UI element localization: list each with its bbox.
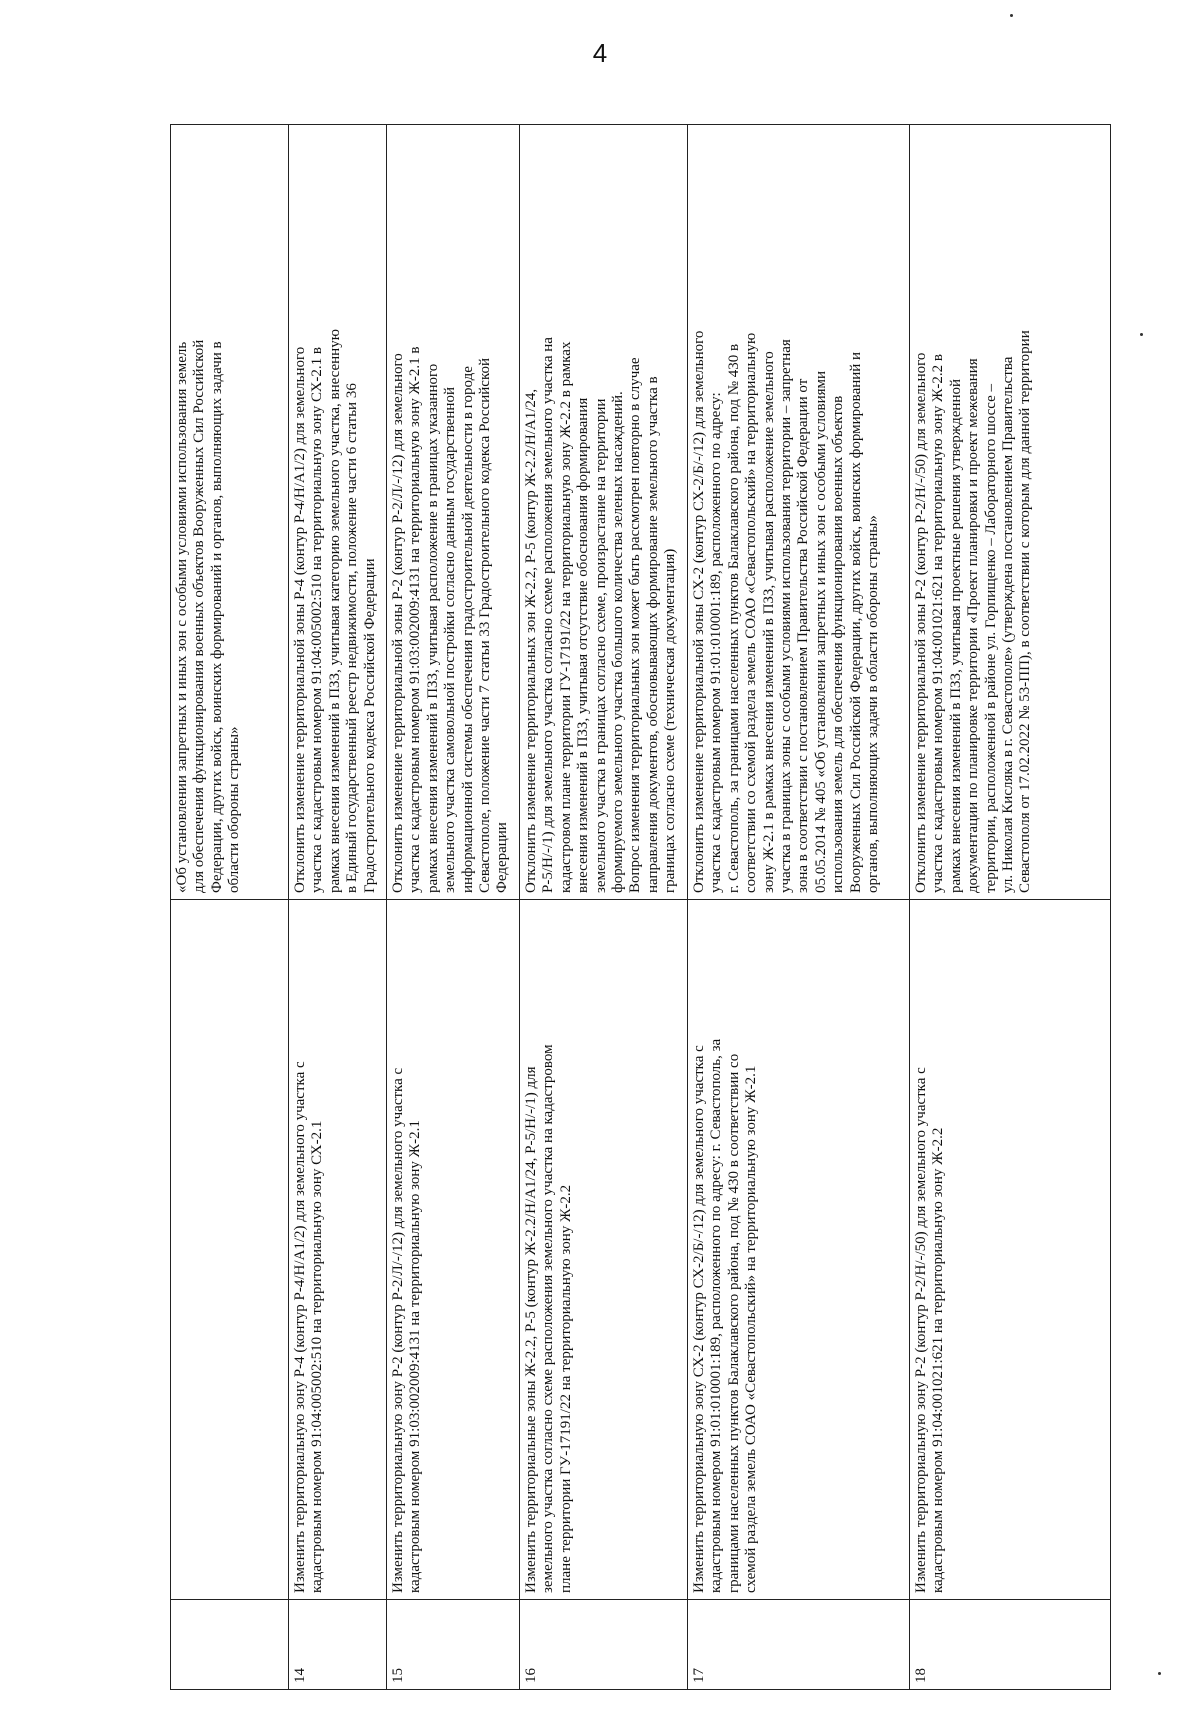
table-row — [289, 125, 387, 1690]
scan-speck — [1140, 333, 1143, 336]
page-number: 4 — [592, 38, 608, 68]
table-row — [688, 125, 910, 1690]
resolution-cell: «Об установлении запретных и иных зон с особыми условиями использования земель для обеспечения функционирования военных объектов Вооруженных Сил Российской Федерации, других войск, воинских формирований и органов, выполняющих задачи в области обороны страны» — [171, 125, 289, 900]
proposal-cell: Изменить территориальную зону Р-2 (контур Р-2/Л/-/12) для земельного участка с кадастровым номером 91:03:002009:4131 на территориальную зону Ж-2.1 — [387, 900, 520, 1600]
resolution-cell: Отклонить изменение территориальных зон Ж-2.2, Р-5 (контур Ж-2.2/Н/А1/24, Р-5/Н/-/1) для земельного участка согласно схеме расположения земельного участка на кадастровом плане территории ГУ-17191/22 на территориальную зону Ж-2.2 в рамках внесения изменений в ПЗЗ, учитывая отсутствие обоснования формирования земельного участка в границах согласно схеме, произрастание на территории формируемого земельного участка большого количества зеленых насаждений. Вопрос изменения территориальных зон может быть рассмотрен повторно в случае направления документов, обосновывающих формирование земельного участка в границах согласно схеме (техническая документация) — [520, 125, 688, 900]
table-row — [387, 125, 520, 1690]
proposal-cell: Изменить территориальную зону СХ-2 (контур СХ-2/Б/-/12) для земельного участка с кадастровым номером 91:01:010001:189, расположенного по адресу: г. Севастополь, за границами населенных пунктов Балаклавского района, под № 430 в соответствии со схемой раздела земель СОАО «Севастопольский» на территориальную зону Ж-2.1 — [688, 900, 910, 1600]
decisions-table — [170, 124, 1111, 1690]
row-number — [171, 1600, 289, 1690]
scan-speck — [1158, 1672, 1161, 1675]
row-number: 16 — [520, 1600, 688, 1690]
row-number: 18 — [910, 1600, 1111, 1690]
table-row — [520, 125, 688, 1690]
resolution-cell: Отклонить изменение территориальной зоны Р-2 (контур Р-2/Н/-/50) для земельного участка с кадастровым номером 91:04:001021:621 на территориальную зону Ж-2.2 в рамках внесения изменений в ПЗЗ, учитывая проектные решения утвержденной документации по планировке территории «Проект планировки и проект межевания территории, расположенной в районе ул. Горпищенко – Лабораторного шоссе – ул. Николая Кисляка в г. Севастополе» (утверждена постановлением Правительства Севастополя от 17.02.2022 № 53-ПП), в соответствии с которым для данной территории — [910, 125, 1111, 900]
proposal-cell: Изменить территориальные зоны Ж-2.2, Р-5 (контур Ж-2.2/Н/А1/24, Р-5/Н/-/1) для земельного участка согласно схеме расположения земельного участка на кадастровом плане территории ГУ-17191/22 на территориальную зону Ж-2.2 — [520, 900, 688, 1600]
proposal-cell: Изменить территориальную зону Р-2 (контур Р-2/Н/-/50) для земельного участка с кадастровым номером 91:04:001021:621 на территориальную зону Ж-2.2 — [910, 900, 1111, 1600]
resolution-cell: Отклонить изменение территориальной зоны Р-2 (контур Р-2/Л/-/12) для земельного участка с кадастровым номером 91:03:002009:4131 на территориальную зону Ж-2.1 в рамках внесения изменений в ПЗЗ, учитывая расположение в границах указанного земельного участка самовольной постройки согласно данным государственной информационной системы обеспечения градостроительной деятельности в городе Севастополе, положение части 7 статьи 33 Градостроительного кодекса Российской Федерации — [387, 125, 520, 900]
row-number: 17 — [688, 1600, 910, 1690]
proposal-cell — [171, 900, 289, 1600]
row-number: 15 — [387, 1600, 520, 1690]
row-number: 14 — [289, 1600, 387, 1690]
resolution-cell: Отклонить изменение территориальной зоны Р-4 (контур Р-4/Н/А1/2) для земельного участка с кадастровым номером 91:04:005002:510 на территориальную зону СХ-2.1 в рамках внесения изменений в ПЗЗ, учитывая категорию земельного участка, внесенную в Единый государственный реестр недвижимости, положение части 6 статьи 36 Градостроительного кодекса Российской Федерации — [289, 125, 387, 900]
table-row — [171, 125, 289, 1690]
table-row — [910, 125, 1111, 1690]
resolution-cell: Отклонить изменение территориальной зоны СХ-2 (контур СХ-2/Б/-/12) для земельного участка с кадастровым номером 91:01:010001:189, расположенного по адресу: г. Севастополь, за границами населенных пунктов Балаклавского района, под № 430 в соответствии со схемой раздела земель СОАО «Севастопольский» на территориальную зону Ж-2.1 в рамках внесения изменений в ПЗЗ, учитывая расположение земельного участка в границах зоны с особыми условиями использования территории – запретная зона в соответствии с постановлением Правительства Российской Федерации от 05.05.2014 № 405 «Об установлении запретных и иных зон с особыми условиями использования земель для обеспечения функционирования военных объектов Вооруженных Сил Российской Федерации, других войск, воинских формирований и органов, выполняющих задачи в области обороны страны» — [688, 125, 910, 900]
scan-speck — [1010, 14, 1013, 17]
decisions-table-rotated — [170, 125, 1110, 1690]
proposal-cell: Изменить территориальную зону Р-4 (контур Р-4/Н/А1/2) для земельного участка с кадастровым номером 91:04:005002:510 на территориальную зону СХ-2.1 — [289, 900, 387, 1600]
